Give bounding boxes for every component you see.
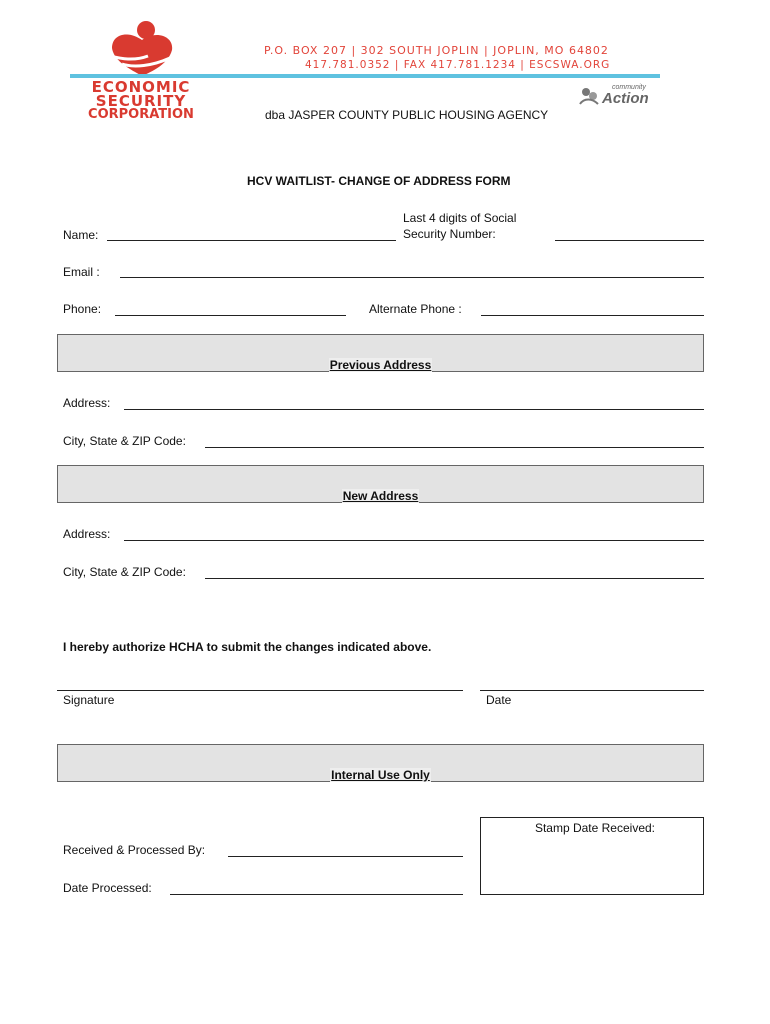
name-field[interactable] bbox=[107, 240, 396, 241]
new-address-label: Address: bbox=[63, 527, 111, 541]
community-action-logo bbox=[578, 84, 658, 110]
signature-label: Signature bbox=[63, 693, 115, 707]
prev-address-label: Address: bbox=[63, 396, 111, 410]
new-address-header bbox=[57, 465, 704, 503]
hands-heart-logo-icon bbox=[102, 18, 182, 78]
new-address-title: New Address bbox=[342, 489, 419, 503]
form-title: HCV WAITLIST- CHANGE OF ADDRESS FORM bbox=[247, 174, 511, 188]
new-city-label: City, State & ZIP Code: bbox=[63, 565, 186, 579]
header-accent-bar bbox=[70, 74, 660, 78]
ssn-label-line2: Security Number: bbox=[403, 227, 496, 241]
new-city-field[interactable] bbox=[205, 578, 704, 579]
partner-name-text: Action bbox=[602, 90, 649, 107]
date-field[interactable] bbox=[480, 690, 704, 691]
previous-address-header bbox=[57, 334, 704, 372]
organization-logo bbox=[62, 18, 212, 122]
alt-phone-field[interactable] bbox=[481, 315, 704, 316]
previous-address-title: Previous Address bbox=[329, 358, 432, 372]
name-label: Name: bbox=[63, 228, 99, 242]
internal-use-title: Internal Use Only bbox=[331, 768, 430, 782]
logo-line-security: SECURITY bbox=[95, 92, 187, 110]
date-processed-label: Date Processed: bbox=[63, 881, 152, 895]
authorization-statement: I hereby authorize HCHA to submit the changes indicated above. bbox=[63, 640, 432, 654]
email-label: Email : bbox=[63, 265, 100, 279]
logo-line-economic: ECONOMIC bbox=[91, 78, 191, 96]
received-processed-field[interactable] bbox=[228, 856, 463, 857]
stamp-date-box[interactable] bbox=[480, 817, 704, 895]
prev-city-label: City, State & ZIP Code: bbox=[63, 434, 186, 448]
signature-field[interactable] bbox=[57, 690, 463, 691]
date-label: Date bbox=[486, 693, 512, 707]
prev-city-field[interactable] bbox=[205, 447, 704, 448]
email-field[interactable] bbox=[120, 277, 704, 278]
ssn-label-line1: Last 4 digits of Social bbox=[403, 211, 517, 225]
date-processed-field[interactable] bbox=[170, 894, 463, 895]
received-processed-label: Received & Processed By: bbox=[63, 843, 206, 857]
phone-label: Phone: bbox=[63, 302, 102, 316]
header-address-line: P.O. BOX 207 | 302 SOUTH JOPLIN | JOPLIN, MO 64802 bbox=[264, 44, 609, 57]
alt-phone-label: Alternate Phone : bbox=[369, 302, 462, 316]
community-action-icon bbox=[578, 86, 600, 106]
dba-line: dba JASPER COUNTY PUBLIC HOUSING AGENCY bbox=[265, 108, 549, 122]
prev-address-field[interactable] bbox=[124, 409, 704, 410]
internal-use-header bbox=[57, 744, 704, 782]
ssn-field[interactable] bbox=[555, 240, 704, 241]
partner-small-text: community bbox=[612, 84, 646, 91]
new-address-field[interactable] bbox=[124, 540, 704, 541]
logo-line-corporation: CORPORATION bbox=[88, 107, 194, 122]
phone-field[interactable] bbox=[115, 315, 346, 316]
header-phone-line: 417.781.0352 | FAX 417.781.1234 | ESCSWA.ORG bbox=[305, 59, 611, 71]
stamp-date-label: Stamp Date Received: bbox=[534, 821, 655, 835]
